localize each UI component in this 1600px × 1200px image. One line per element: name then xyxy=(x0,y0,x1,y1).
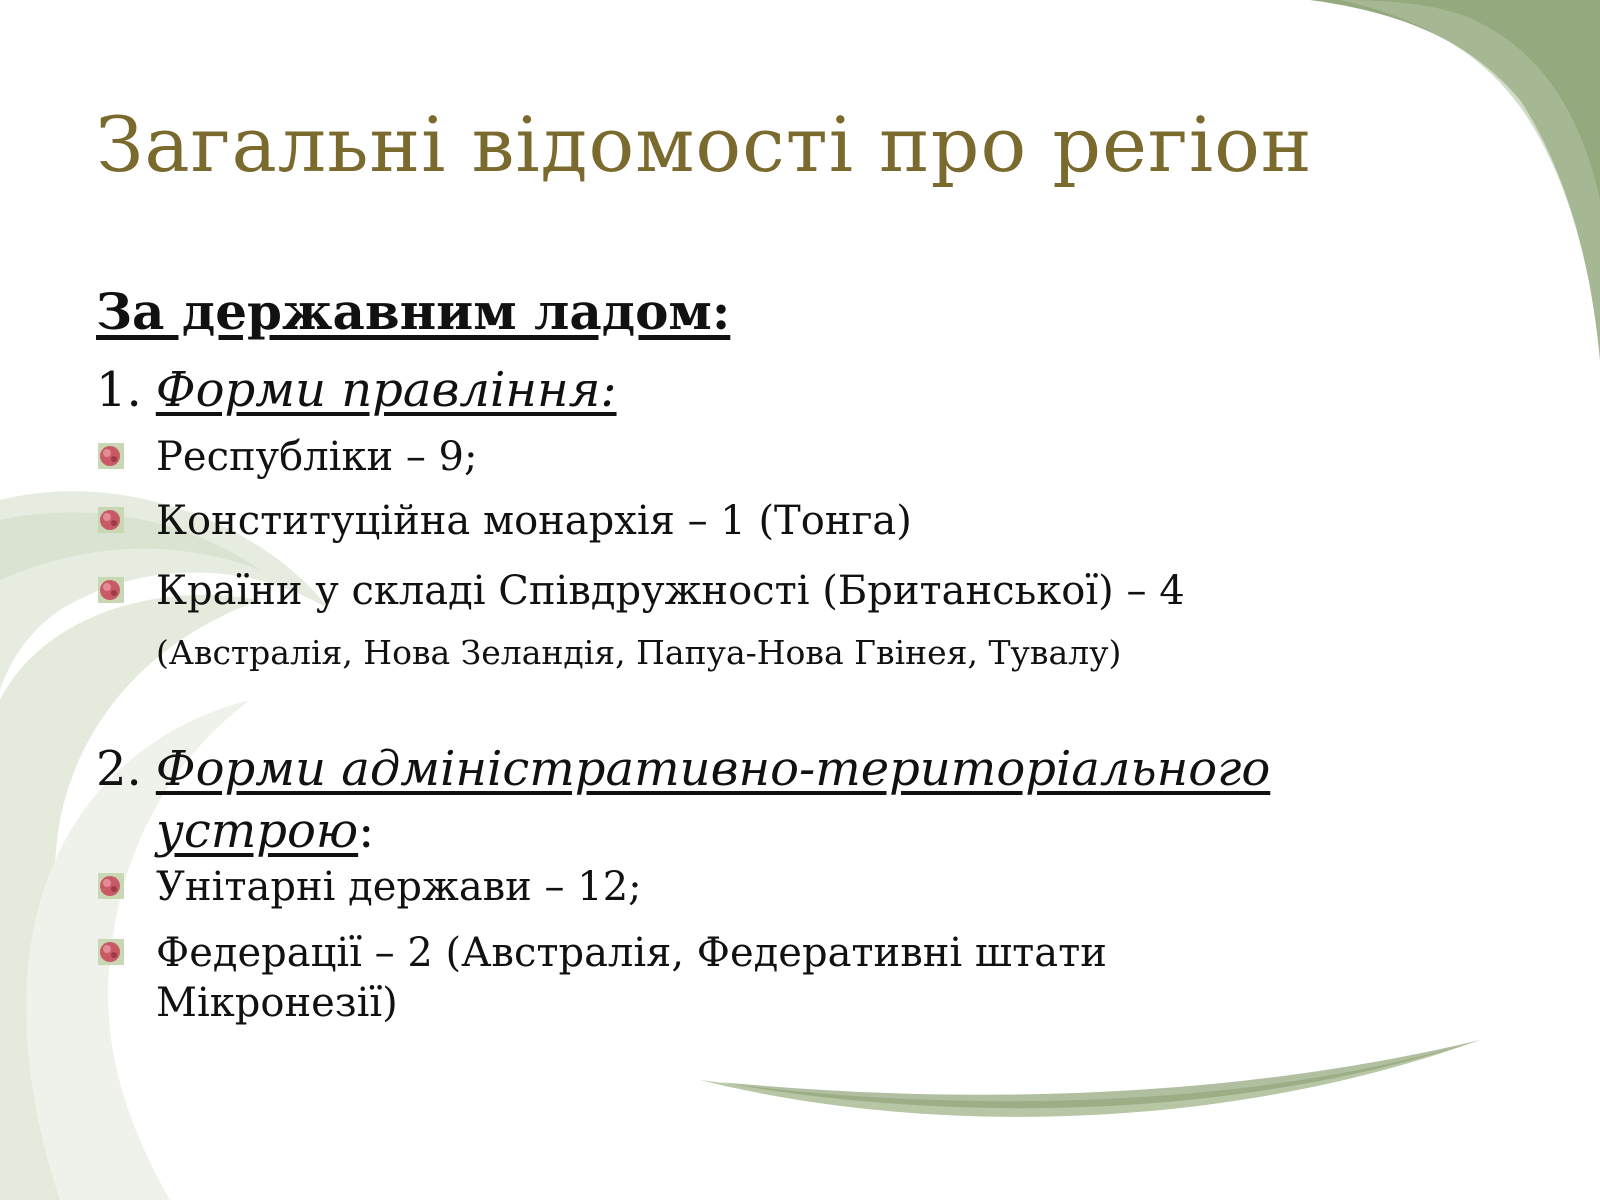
section-1-label: Форми правління: xyxy=(155,362,617,418)
flower-bullet-icon xyxy=(96,505,126,535)
list-item-text: Унітарні держави – 12; xyxy=(156,864,642,910)
flower-bullet-icon xyxy=(96,441,126,471)
list-item-subtext: (Австралія, Нова Зеландія, Папуа-Нова Гвінея, Тувалу) xyxy=(156,633,1122,672)
section-1-title xyxy=(96,362,617,418)
list-item-text: Конституційна монархія – 1 (Тонга) xyxy=(156,498,912,544)
flower-bullet-icon xyxy=(96,575,126,605)
list-item-text: Країни у складі Співдружності (Британської) – 4 xyxy=(156,568,1185,614)
section-2-label-line2: устрою xyxy=(156,803,359,859)
list-item-text: Республіки – 9; xyxy=(156,434,478,480)
section-2-label-line1: Форми адміністративно-територіального xyxy=(155,741,1271,797)
list-item-text-line2: Мікронезії) xyxy=(156,980,398,1026)
section-heading: За державним ладом: xyxy=(96,282,731,341)
slide-title: Загальні відомості про регіон xyxy=(96,100,1313,189)
section-2-title xyxy=(96,738,1416,862)
list-item-text-line1: Федерації – 2 (Австралія, Федеративні штати xyxy=(156,930,1107,976)
flower-bullet-icon xyxy=(96,937,126,967)
section-1-number: 1. xyxy=(96,362,142,418)
flower-bullet-icon xyxy=(96,871,126,901)
section-2-suffix: : xyxy=(358,803,375,859)
section-2-number: 2. xyxy=(96,741,142,797)
